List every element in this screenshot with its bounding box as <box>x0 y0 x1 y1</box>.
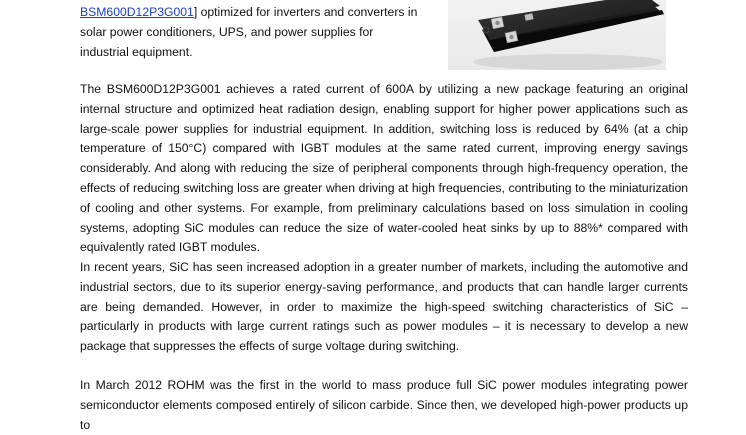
body-paragraph-3: In March 2012 ROHM was the first in the world to mass produce full SiC power modules integrating power semiconductor elements composed entirely of silicon carbide. Since then, we developed high-power products up to <box>80 378 688 432</box>
body-paragraph-2: In recent years, SiC has seen increased adoption in a greater number of markets, including the automotive and industrial sectors, due to its superior energy-saving performance, and products that can handle larger currents are being demanded. However, in order to maximize the high-speed switching characteristics of SiC – particularly in products with large current ratings such as power modules – it is necessary to develop a new package that suppresses the effects of surge voltage during switching. <box>80 260 688 354</box>
intro-text: ] optimized for inverters and converters in solar power conditioners, UPS, and power supplies for industrial equipment. <box>80 5 418 59</box>
product-link[interactable]: BSM600D12P3G001 <box>80 5 194 19</box>
product-image <box>448 0 666 70</box>
body-paragraph-1: The BSM600D12P3G001 achieves a rated current of 600A by utilizing a new package featuring an original internal structure and optimized heat radiation design, enabling support for higher power applications such as large-scale power supplies for industrial equipment. In addition, switching loss is reduced by 64% (at a chip temperature of 150°C) compared with IGBT modules at the same rated current, improving energy savings considerably. And along with reducing the size of peripheral components through high-frequency operation, the effects of reducing switching loss are greater when driving at high frequencies, contributing to the miniaturization of cooling and other systems. For example, from preliminary calculations based on loss simulation in cooling systems, adopting SiC modules can reduce the size of water-cooled heat sinks by up to 88%* compared with equivalently rated IGBT modules. <box>80 82 688 255</box>
intro-paragraph <box>80 2 425 62</box>
power-module-photo-icon <box>448 0 666 70</box>
